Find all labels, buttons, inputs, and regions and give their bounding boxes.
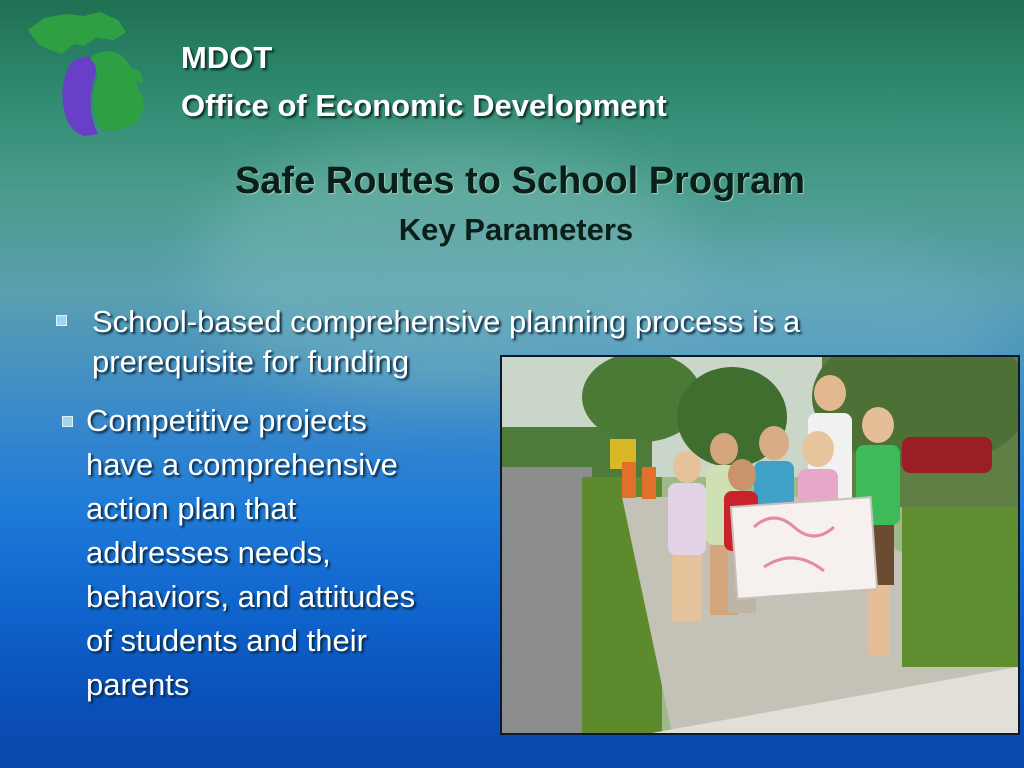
bullet-marker bbox=[56, 315, 67, 326]
bullet-1-line-1: School-based comprehensive planning process is a bbox=[92, 304, 801, 339]
bullet-2-line-2: have a comprehensive bbox=[86, 447, 398, 482]
header-office: Office of Economic Development bbox=[181, 88, 667, 123]
michigan-map-icon bbox=[26, 10, 156, 140]
slide-title: Safe Routes to School Program bbox=[234, 160, 806, 202]
bullet-1-line-2: prerequisite for funding bbox=[92, 344, 410, 379]
bullet-2-line-4: addresses needs, bbox=[86, 535, 331, 570]
children-sidewalk-photo bbox=[500, 355, 1020, 735]
bullet-2-line-6: of students and their bbox=[86, 623, 367, 658]
bullet-2-line-7: parents bbox=[86, 667, 190, 702]
bullet-2-line-5: behaviors, and attitudes bbox=[86, 579, 416, 614]
header-org: MDOT bbox=[181, 40, 273, 75]
bullet-2-line-1: Competitive projects bbox=[86, 403, 367, 438]
photo-illustration bbox=[502, 357, 1018, 733]
slide-subtitle: Key Parameters bbox=[398, 212, 634, 247]
bullet-2-line-3: action plan that bbox=[86, 491, 297, 526]
bullet-marker bbox=[62, 416, 73, 427]
